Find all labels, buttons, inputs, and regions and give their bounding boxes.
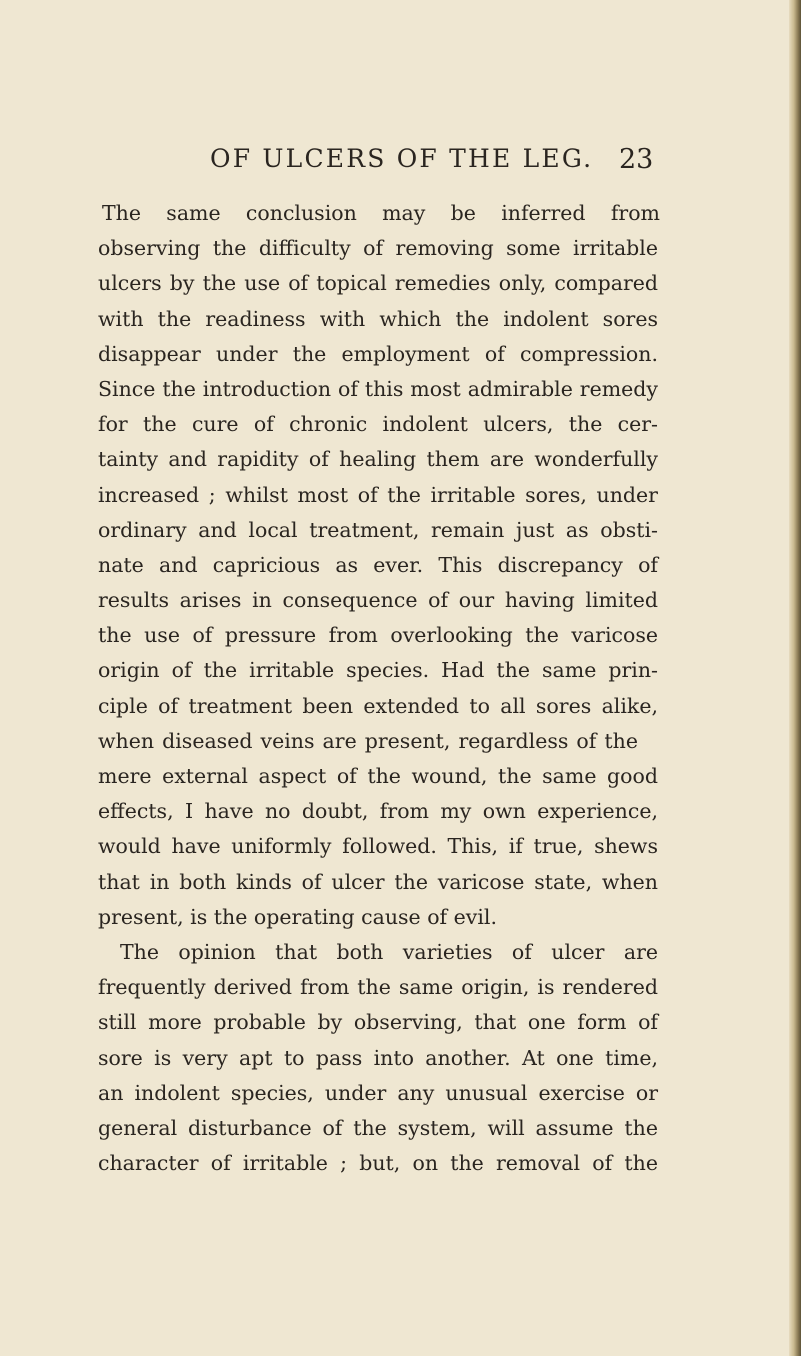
text-line: ciple of treatment been extended to all sores alike, — [98, 693, 658, 718]
text-line: disappear under the employment of compression. — [98, 341, 658, 366]
running-head — [0, 144, 801, 184]
text-line: sore is very apt to pass into another. At one time, — [98, 1045, 658, 1070]
text-line: the use of pressure from overlooking the varicose — [98, 623, 658, 648]
text-line: would have uniformly followed. This, if true, shews — [98, 834, 658, 859]
text-line: effects, I have no doubt, from my own experience, — [98, 799, 658, 824]
text-line: that in both kinds of ulcer the varicose state, when — [98, 869, 658, 894]
text-line: results arises in consequence of our having limited — [98, 588, 658, 613]
page-edge-shadow — [789, 0, 801, 1356]
text-line: increased ; whilst most of the irritable sores, under — [98, 482, 658, 507]
text-line: ulcers by the use of topical remedies only, compared — [98, 271, 658, 296]
text-line: observing the difficulty of removing some irritable — [98, 236, 658, 261]
text-line: character of irritable ; but, on the removal of the — [98, 1151, 658, 1176]
text-line: mere external aspect of the wound, the same good — [98, 764, 658, 788]
text-line: still more probable by observing, that one form of — [98, 1010, 658, 1035]
text-line: an indolent species, under any unusual exercise or — [98, 1080, 658, 1105]
text-line: when diseased veins are present, regardless of the — [98, 728, 638, 753]
text-line: for the cure of chronic indolent ulcers, the cer- — [98, 412, 658, 437]
text-line: The same conclusion may be inferred from — [102, 201, 660, 225]
text-line: nate and capricious as ever. This discrepancy of — [98, 552, 658, 577]
text-line: with the readiness with which the indolent sores — [98, 306, 658, 331]
body-text — [98, 196, 658, 1181]
text-line: general disturbance of the system, will assume the — [98, 1115, 658, 1140]
text-line: present, is the operating cause of evil. — [98, 904, 497, 929]
text-line: ordinary and local treatment, remain just as obsti- — [98, 517, 658, 542]
text-line: origin of the irritable species. Had the same prin- — [98, 658, 658, 683]
running-head-title: OF ULCERS OF THE LEG. — [210, 144, 594, 173]
page-number: 23 — [619, 144, 654, 175]
text-line: The opinion that both varieties of ulcer are — [120, 939, 658, 964]
text-line: frequently derived from the same origin, is rendered — [98, 975, 658, 1000]
text-line: Since the introduction of this most admirable remedy — [98, 376, 658, 401]
text-line: tainty and rapidity of healing them are wonderfully — [98, 447, 658, 472]
